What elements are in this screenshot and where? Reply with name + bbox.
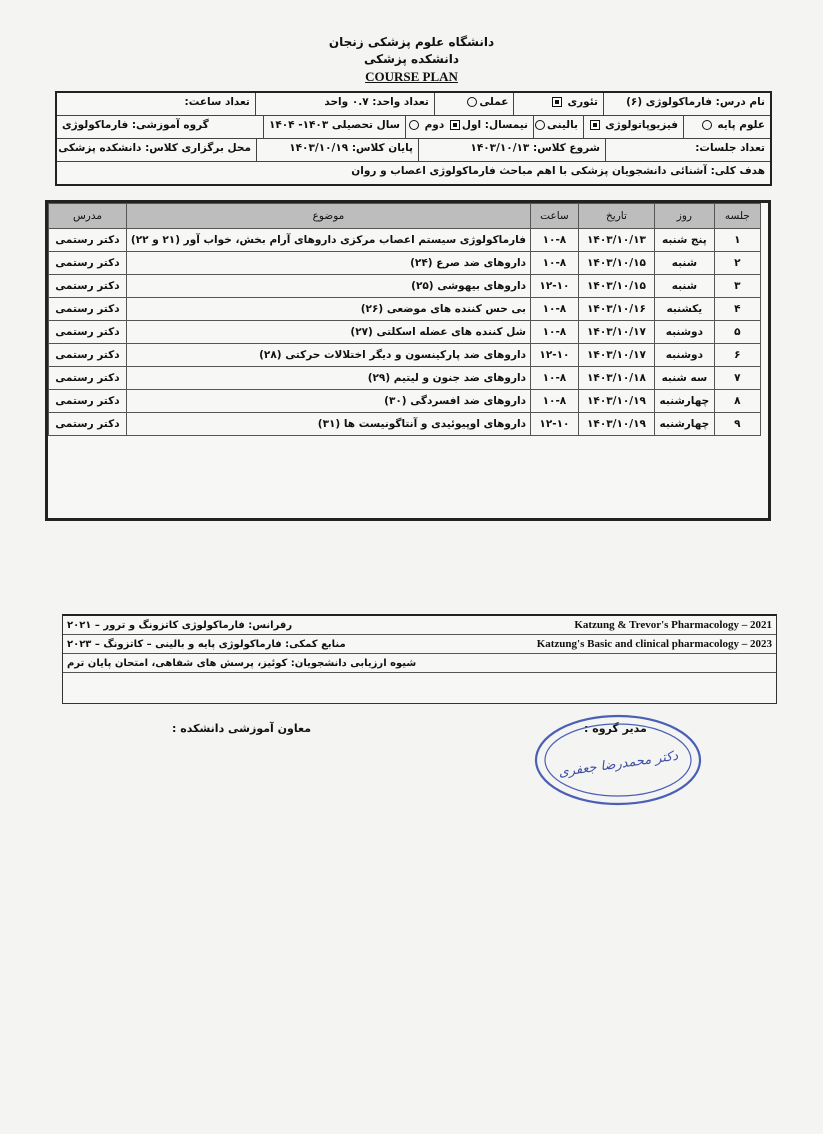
references-box xyxy=(62,614,777,704)
cell-session: ۷ xyxy=(714,367,760,390)
info-row-2 xyxy=(57,116,770,139)
col-date: تاریخ xyxy=(578,204,654,229)
university-name: دانشگاه علوم پزشکی زنجان xyxy=(328,35,495,49)
cell-topic: داروهای ضد صرع (۲۴) xyxy=(126,252,530,275)
table-row xyxy=(49,275,761,298)
cell-teacher: دکتر رستمی xyxy=(49,229,127,252)
cell-topic: داروهای ضد افسردگی (۳۰) xyxy=(126,390,530,413)
cell-day: پنج شنبه xyxy=(655,229,715,252)
info-row-1 xyxy=(57,93,770,116)
cell-time: ۱۰-۸ xyxy=(530,367,578,390)
cell-session: ۵ xyxy=(714,321,760,344)
cell-day: چهارشنبه xyxy=(655,390,715,413)
department-stamp-icon xyxy=(533,712,703,808)
clinical-label: بالینی xyxy=(546,119,578,131)
cell-session: ۶ xyxy=(714,344,760,367)
schedule-header-row xyxy=(49,204,761,229)
cell-topic: داروهای بیهوشی (۲۵) xyxy=(126,275,530,298)
semester-label: نیمسال: اول xyxy=(461,119,528,131)
cell-teacher: دکتر رستمی xyxy=(49,275,127,298)
cell-topic: شل کننده های عضله اسکلتی (۲۷) xyxy=(126,321,530,344)
schedule-box xyxy=(45,200,771,521)
cell-teacher: دکتر رستمی xyxy=(49,252,127,275)
department-head-signature-label: مدیر گروه : xyxy=(584,722,647,735)
reference-fa: رفرانس: فارماکولوژی کاتزونگ و ترور – ۲۰۲۱ xyxy=(67,619,293,631)
class-start: شروع کلاس: ۱۴۰۳/۱۰/۱۳ xyxy=(418,139,605,161)
table-row xyxy=(49,229,761,252)
reference-en: Katzung & Trevor's Pharmacology – 2021 xyxy=(574,619,772,631)
col-time: ساعت xyxy=(530,204,578,229)
cell-session: ۹ xyxy=(714,413,760,436)
cell-date: ۱۴۰۳/۱۰/۱۷ xyxy=(578,321,654,344)
col-session: جلسه xyxy=(714,204,760,229)
cell-date: ۱۴۰۳/۱۰/۱۳ xyxy=(578,229,654,252)
cell-time: ۱۰-۸ xyxy=(530,298,578,321)
cell-date: ۱۴۰۳/۱۰/۱۹ xyxy=(578,390,654,413)
cell-date: ۱۴۰۳/۱۰/۱۶ xyxy=(578,298,654,321)
aux-reference-fa: منابع کمکی: فارماکولوژی پایه و بالینی – کاتزونگ – ۲۰۲۳ xyxy=(67,638,346,650)
practical-option xyxy=(434,93,514,115)
course-goal: هدف کلی: آشنائی دانشجویان پزشکی با اهم مباحث فارماکولوژی اعصاب و روان xyxy=(351,165,765,177)
cell-day: دوشنبه xyxy=(655,344,715,367)
cell-teacher: دکتر رستمی xyxy=(49,413,127,436)
schedule-body xyxy=(49,229,761,436)
cell-date: ۱۴۰۳/۱۰/۱۵ xyxy=(578,275,654,298)
cell-time: ۱۰-۸ xyxy=(530,229,578,252)
cell-session: ۲ xyxy=(714,252,760,275)
cell-date: ۱۴۰۳/۱۰/۱۸ xyxy=(578,367,654,390)
theory-label: تئوری xyxy=(567,96,598,108)
table-row xyxy=(49,321,761,344)
col-teacher: مدرس xyxy=(49,204,127,229)
radio-icon xyxy=(409,120,419,130)
practical-label: عملی xyxy=(479,96,509,108)
course-info-box xyxy=(55,91,772,186)
cell-teacher: دکتر رستمی xyxy=(49,321,127,344)
cell-teacher: دکتر رستمی xyxy=(49,298,127,321)
cell-time: ۱۲-۱۰ xyxy=(530,275,578,298)
schedule-table xyxy=(48,203,761,436)
cell-day: شنبه xyxy=(655,252,715,275)
cell-time: ۱۰-۸ xyxy=(530,252,578,275)
table-row xyxy=(49,390,761,413)
cell-session: ۴ xyxy=(714,298,760,321)
table-row xyxy=(49,344,761,367)
reference-row xyxy=(63,616,776,635)
col-topic: موضوع xyxy=(126,204,530,229)
cell-time: ۱۲-۱۰ xyxy=(530,413,578,436)
cell-session: ۸ xyxy=(714,390,760,413)
info-row-4 xyxy=(57,162,770,180)
department: گروه آموزشی: فارماکولوژی xyxy=(62,119,209,131)
clinical-option xyxy=(533,116,583,138)
basic-option xyxy=(683,116,770,138)
cell-date: ۱۴۰۳/۱۰/۱۵ xyxy=(578,252,654,275)
theory-option xyxy=(513,93,603,115)
hours: تعداد ساعت: xyxy=(184,96,250,108)
academic-year: سال تحصیلی ۱۴۰۳- ۱۴۰۴ xyxy=(263,116,405,138)
cell-date: ۱۴۰۳/۱۰/۱۷ xyxy=(578,344,654,367)
checkbox-checked-icon xyxy=(590,120,600,130)
cell-day: شنبه xyxy=(655,275,715,298)
units: تعداد واحد: ۰.۷ واحد xyxy=(255,93,434,115)
cell-session: ۳ xyxy=(714,275,760,298)
cell-topic: داروهای ضد پارکینسون و دیگر اختلالات حرکتی (۲۸) xyxy=(126,344,530,367)
cell-day: دوشنبه xyxy=(655,321,715,344)
cell-session: ۱ xyxy=(714,229,760,252)
cell-day: سه شنبه xyxy=(655,367,715,390)
cell-time: ۱۰-۸ xyxy=(530,321,578,344)
cell-time: ۱۲-۱۰ xyxy=(530,344,578,367)
physiopath-option xyxy=(583,116,683,138)
cell-topic: داروهای ضد جنون و لیتیم (۲۹) xyxy=(126,367,530,390)
second-label: دوم xyxy=(424,119,445,131)
cell-day: یکشنبه xyxy=(655,298,715,321)
cell-date: ۱۴۰۳/۱۰/۱۹ xyxy=(578,413,654,436)
cell-teacher: دکتر رستمی xyxy=(49,390,127,413)
cell-day: چهارشنبه xyxy=(655,413,715,436)
empty-row xyxy=(63,673,776,692)
checkbox-checked-icon xyxy=(450,120,460,130)
course-name: نام درس: فارماکولوژی (۶) xyxy=(603,93,770,115)
semester-option xyxy=(405,116,533,138)
table-row xyxy=(49,413,761,436)
stamp-text: دکتر محمدرضا جعفری xyxy=(557,748,680,781)
aux-reference-row xyxy=(63,635,776,654)
col-day: روز xyxy=(655,204,715,229)
info-row-3 xyxy=(57,139,770,162)
document-header xyxy=(0,34,823,85)
cell-topic: بی حس کننده های موضعی (۲۶) xyxy=(126,298,530,321)
vice-dean-signature-label: معاون آموزشی دانشکده : xyxy=(172,722,312,735)
radio-icon xyxy=(467,97,477,107)
table-row xyxy=(49,367,761,390)
radio-icon xyxy=(702,120,712,130)
class-location: محل برگزاری کلاس: دانشکده پزشکی xyxy=(58,142,251,154)
radio-icon xyxy=(535,120,545,130)
cell-time: ۱۰-۸ xyxy=(530,390,578,413)
table-row xyxy=(49,298,761,321)
evaluation-fa: شیوه ارزیابی دانشجویان: کوئیز، پرسش های شفاهی، امتحان پایان ترم xyxy=(67,657,417,669)
cell-topic: فارماکولوژی سیستم اعصاب مرکزی داروهای آرام بخش، خواب آور (۲۱ و ۲۲) xyxy=(126,229,530,252)
checkbox-checked-icon xyxy=(552,97,562,107)
sessions-count: تعداد جلسات: xyxy=(605,139,770,161)
cell-topic: داروهای اوپیوئیدی و آنتاگونیست ها (۳۱) xyxy=(126,413,530,436)
faculty-name: دانشکده پزشکی xyxy=(363,52,460,66)
course-plan-title: COURSE PLAN xyxy=(365,69,458,84)
class-end: پایان کلاس: ۱۴۰۳/۱۰/۱۹ xyxy=(256,139,418,161)
cell-teacher: دکتر رستمی xyxy=(49,367,127,390)
aux-reference-en: Katzung's Basic and clinical pharmacology – 2023 xyxy=(536,638,772,650)
table-row xyxy=(49,252,761,275)
evaluation-row xyxy=(63,654,776,673)
physiopath-label: فیزیوپاتولوژی xyxy=(605,119,678,131)
basic-label: علوم پایه xyxy=(717,119,765,131)
cell-teacher: دکتر رستمی xyxy=(49,344,127,367)
